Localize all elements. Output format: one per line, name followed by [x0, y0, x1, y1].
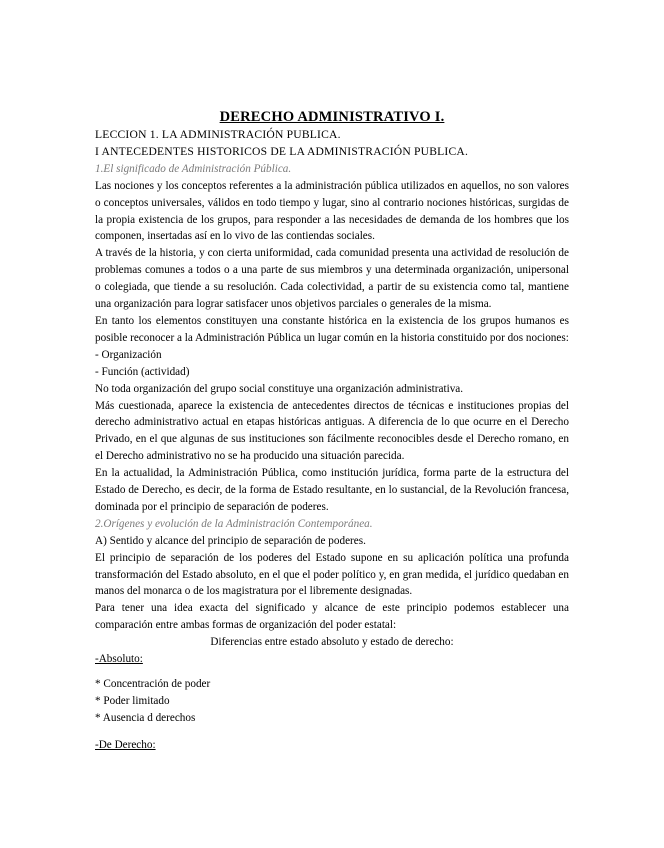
list-item: * Ausencia d derechos — [95, 711, 196, 724]
paragraph: En tanto los elementos constituyen una constante histórica en la existencia de los grupos humanos es posible reconocer a la Administración Pública un lugar común en la historia constituido por dos nociones: — [95, 314, 569, 344]
document-page — [95, 108, 569, 754]
list-item: * Concentración de poder — [95, 678, 211, 690]
comparison-caption: Diferencias entre estado absoluto y estado de derecho: — [210, 636, 454, 649]
paragraph: El principio de separación de los poderes del Estado supone en su aplicación política una profunda transformación del Estado absoluto, en el que el poder político y, en gran medida, el jurídico quedaban en manos del monarca o de los magistratura por el libremente designadas. — [95, 551, 569, 598]
paragraph: A través de la historia, y con cierta uniformidad, cada comunidad presenta una actividad de resolución de problemas comunes a todos o a una parte de sus miembros y una determinada organización, unipersonal o colegiada, que tiende a su resolución. Cada colectividad, a partir de su existencia como tal, mantiene una organización para lograr satisfacer unos objetivos parciales o generales de la misma. — [95, 247, 569, 311]
list-item: - Función (actividad) — [95, 365, 190, 378]
absoluto-label: -Absoluto: — [95, 653, 143, 666]
list-item: * Poder limitado — [95, 694, 170, 707]
list-item: - Organización — [95, 348, 162, 361]
spacer — [95, 727, 569, 737]
paragraph: Para tener una idea exacta del significado y alcance de este principio podemos establecer una comparación entre ambas formas de organización del poder estatal: — [95, 602, 569, 632]
subsection-heading: A) Sentido y alcance del principio de separación de poderes. — [95, 534, 366, 547]
paragraph: No toda organización del grupo social constituye una organización administrativa. — [95, 382, 464, 395]
spacer — [95, 668, 569, 676]
paragraph: Las nociones y los conceptos referentes a la administración pública utilizados en aquellos, no son valores o conceptos universales, válidos en todo tiempo y lugar, sino al contrario nociones históricas, surgidas de la propia existencia de los grupos, para responder a las necesidades de demanda de los hombres que los componen, insertadas así en lo vivo de las contiendas sociales. — [95, 179, 569, 243]
de-derecho-label: -De Derecho: — [95, 738, 156, 751]
lesson-heading: LECCION 1. LA ADMINISTRACIÓN PUBLICA. — [95, 128, 341, 141]
chapter-subtitle: I ANTECEDENTES HISTORICOS DE LA ADMINISTRACIÓN PUBLICA. — [95, 144, 469, 158]
paragraph: En la actualidad, la Administración Pública, como institución jurídica, forma parte de la estructura del Estado de Derecho, es decir, de la forma de Estado resultante, en lo sustancial, de la Revolución francesa, dominada por el principio de separación de poderes. — [95, 467, 569, 513]
section-heading-significado: 1.El significado de Administración Pública. — [95, 162, 292, 175]
document-title: DERECHO ADMINISTRATIVO I. — [219, 109, 445, 125]
paragraph: Más cuestionada, aparece la existencia de antecedentes directos de técnicas e instituciones propias del derecho administrativo actual en etapas históricas antiguas. A diferencia de lo que ocurre en el Derecho Privado, en el que algunas de sus instituciones son fácilmente reconocibles desde el Derecho romano, en el Derecho administrativo no se ha producido una situación parecida. — [95, 399, 569, 463]
section-heading-origenes: 2.Orígenes y evolución de la Administración Contemporánea. — [95, 517, 373, 530]
